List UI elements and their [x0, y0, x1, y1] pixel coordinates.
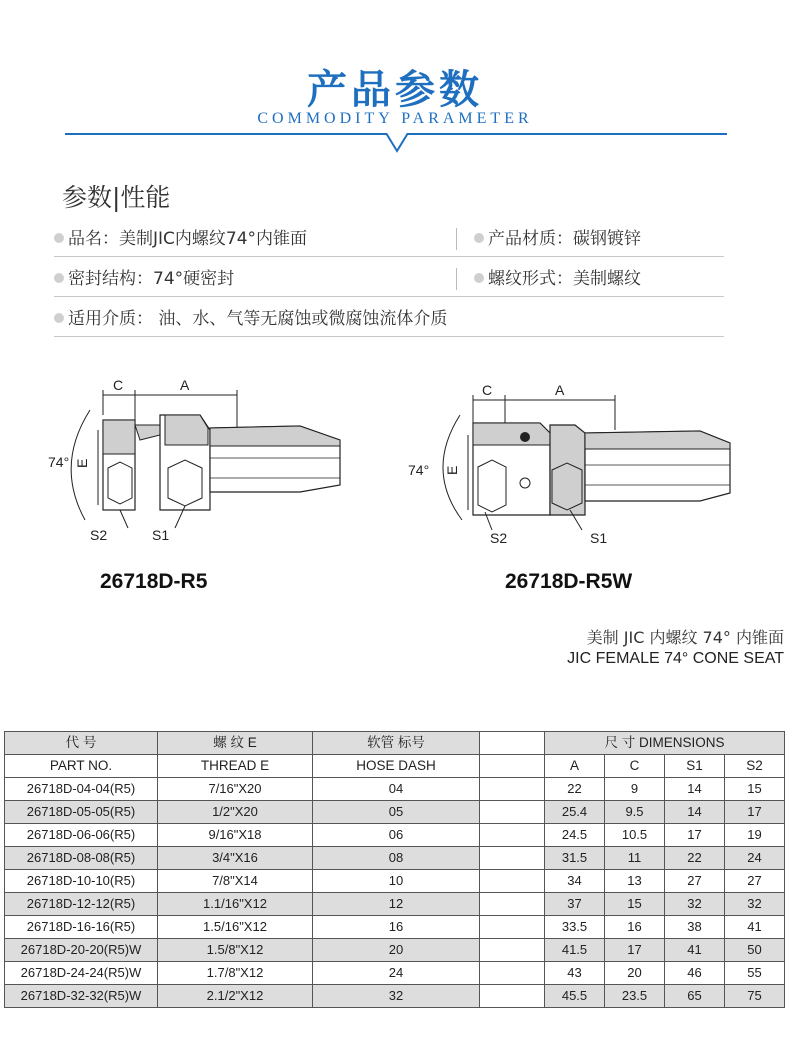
param-medium: 适用介质： 油、水、气等无腐蚀或微腐蚀流体介质	[54, 304, 447, 329]
description-cn: 美制 JIC 内螺纹 74° 内锥面	[586, 628, 784, 647]
header-s1: S1	[665, 755, 725, 778]
table-gap	[480, 755, 545, 778]
chevron-down-icon	[385, 133, 409, 155]
cell-s2: 32	[725, 893, 785, 916]
table-row	[5, 985, 785, 1008]
cell-c: 15	[605, 893, 665, 916]
table-row	[5, 870, 785, 893]
label-e: E	[444, 465, 460, 475]
cell-s2: 19	[725, 824, 785, 847]
table-row	[5, 778, 785, 801]
cell-thread: 7/16"X20	[158, 778, 313, 801]
label-s1: S1	[590, 530, 608, 546]
header-thread-en: THREAD E	[158, 755, 313, 778]
table-gap	[480, 893, 545, 916]
table-gap	[480, 916, 545, 939]
header-thread-cn: 螺 纹 E	[158, 732, 313, 755]
cell-a: 45.5	[545, 985, 605, 1008]
cell-s2: 17	[725, 801, 785, 824]
cell-c: 20	[605, 962, 665, 985]
cell-a: 31.5	[545, 847, 605, 870]
param-material: 产品材质：碳钢镀锌	[474, 224, 641, 249]
bullet-icon	[474, 273, 484, 283]
cell-part: 26718D-05-05(R5)	[5, 801, 158, 824]
cell-hose: 06	[313, 824, 480, 847]
table-gap	[480, 801, 545, 824]
cell-hose: 10	[313, 870, 480, 893]
header-a: A	[545, 755, 605, 778]
cell-thread: 1.5/8"X12	[158, 939, 313, 962]
label-c: C	[113, 377, 124, 393]
cell-c: 9	[605, 778, 665, 801]
cell-s1: 65	[665, 985, 725, 1008]
table-row	[5, 916, 785, 939]
cell-s2: 27	[725, 870, 785, 893]
param-seal: 密封结构：74°硬密封	[54, 264, 234, 289]
cell-c: 11	[605, 847, 665, 870]
cell-thread: 3/4"X16	[158, 847, 313, 870]
cell-s1: 41	[665, 939, 725, 962]
header-c: C	[605, 755, 665, 778]
header-s2: S2	[725, 755, 785, 778]
table-row	[5, 939, 785, 962]
technical-drawing-r5	[40, 370, 370, 550]
model-label-r5: 26718D-R5	[100, 570, 208, 593]
cell-hose: 05	[313, 801, 480, 824]
cell-thread: 1.1/16"X12	[158, 893, 313, 916]
cell-s2: 50	[725, 939, 785, 962]
label-s2: S2	[490, 530, 508, 546]
cell-thread: 1/2"X20	[158, 801, 313, 824]
cell-hose: 08	[313, 847, 480, 870]
cell-s1: 46	[665, 962, 725, 985]
table-row	[5, 801, 785, 824]
param-row	[54, 302, 724, 337]
param-thread-type: 螺纹形式：美制螺纹	[474, 264, 641, 289]
param-row	[54, 262, 724, 297]
cell-part: 26718D-04-04(R5)	[5, 778, 158, 801]
label-angle: 74°	[408, 462, 430, 478]
cell-part: 26718D-16-16(R5)	[5, 916, 158, 939]
technical-drawing-r5w	[400, 375, 745, 555]
section-heading: 参数|性能	[62, 183, 171, 212]
model-label-r5w: 26718D-R5W	[505, 570, 633, 593]
cell-c: 16	[605, 916, 665, 939]
bullet-icon	[54, 233, 64, 243]
label-a: A	[555, 382, 565, 398]
cell-part: 26718D-10-10(R5)	[5, 870, 158, 893]
cell-a: 37	[545, 893, 605, 916]
cell-thread: 9/16"X18	[158, 824, 313, 847]
cell-part: 26718D-24-24(R5)W	[5, 962, 158, 985]
cell-a: 24.5	[545, 824, 605, 847]
header-dimensions: 尺 寸 DIMENSIONS	[545, 732, 785, 755]
cell-c: 13	[605, 870, 665, 893]
cell-c: 17	[605, 939, 665, 962]
table-gap	[480, 778, 545, 801]
page-title: 产品参数	[307, 67, 483, 113]
table-gap	[480, 962, 545, 985]
cell-hose: 24	[313, 962, 480, 985]
header-hose-cn: 软管 标号	[313, 732, 480, 755]
header-hose-en: HOSE DASH	[313, 755, 480, 778]
bullet-icon	[474, 233, 484, 243]
cell-c: 23.5	[605, 985, 665, 1008]
cell-part: 26718D-06-06(R5)	[5, 824, 158, 847]
spec-table	[4, 731, 785, 1008]
cell-hose: 32	[313, 985, 480, 1008]
cell-c: 10.5	[605, 824, 665, 847]
label-s1: S1	[152, 527, 170, 543]
table-row	[5, 824, 785, 847]
table-row	[5, 847, 785, 870]
cell-thread: 1.5/16"X12	[158, 916, 313, 939]
header-part-cn: 代 号	[5, 732, 158, 755]
table-header-row	[5, 732, 785, 755]
label-e: E	[74, 458, 90, 468]
cell-s1: 14	[665, 778, 725, 801]
header-part-en: PART NO.	[5, 755, 158, 778]
cell-thread: 7/8"X14	[158, 870, 313, 893]
cell-hose: 12	[313, 893, 480, 916]
label-c: C	[482, 382, 493, 398]
cell-thread: 2.1/2"X12	[158, 985, 313, 1008]
cell-a: 34	[545, 870, 605, 893]
cell-part: 26718D-08-08(R5)	[5, 847, 158, 870]
cell-a: 41.5	[545, 939, 605, 962]
cell-a: 25.4	[545, 801, 605, 824]
table-gap	[480, 847, 545, 870]
cell-s1: 17	[665, 824, 725, 847]
cell-s2: 41	[725, 916, 785, 939]
param-row	[54, 222, 724, 257]
bullet-icon	[54, 313, 64, 323]
table-row	[5, 893, 785, 916]
cell-s2: 24	[725, 847, 785, 870]
cell-a: 43	[545, 962, 605, 985]
label-s2: S2	[90, 527, 108, 543]
cell-a: 22	[545, 778, 605, 801]
page-subtitle: COMMODITY PARAMETER	[257, 110, 533, 127]
cell-s2: 55	[725, 962, 785, 985]
bullet-icon	[54, 273, 64, 283]
cell-c: 9.5	[605, 801, 665, 824]
cell-s1: 22	[665, 847, 725, 870]
label-angle: 74°	[48, 454, 70, 470]
cell-hose: 20	[313, 939, 480, 962]
cell-s2: 75	[725, 985, 785, 1008]
divider	[456, 228, 457, 250]
cell-part: 26718D-32-32(R5)W	[5, 985, 158, 1008]
cell-part: 26718D-20-20(R5)W	[5, 939, 158, 962]
description-en: JIC FEMALE 74° CONE SEAT	[567, 650, 784, 667]
table-gap	[480, 939, 545, 962]
cell-s1: 14	[665, 801, 725, 824]
cell-part: 26718D-12-12(R5)	[5, 893, 158, 916]
table-gap	[480, 824, 545, 847]
cell-a: 33.5	[545, 916, 605, 939]
cell-thread: 1.7/8"X12	[158, 962, 313, 985]
table-gap	[480, 870, 545, 893]
cell-s1: 38	[665, 916, 725, 939]
divider	[456, 268, 457, 290]
cell-s2: 15	[725, 778, 785, 801]
table-gap	[480, 732, 545, 755]
cell-s1: 27	[665, 870, 725, 893]
table-gap	[480, 985, 545, 1008]
param-product-name: 品名：美制JIC内螺纹74°内锥面	[54, 224, 307, 249]
table-row	[5, 962, 785, 985]
cell-hose: 04	[313, 778, 480, 801]
label-a: A	[180, 377, 190, 393]
cell-s1: 32	[665, 893, 725, 916]
table-header-row	[5, 755, 785, 778]
cell-hose: 16	[313, 916, 480, 939]
